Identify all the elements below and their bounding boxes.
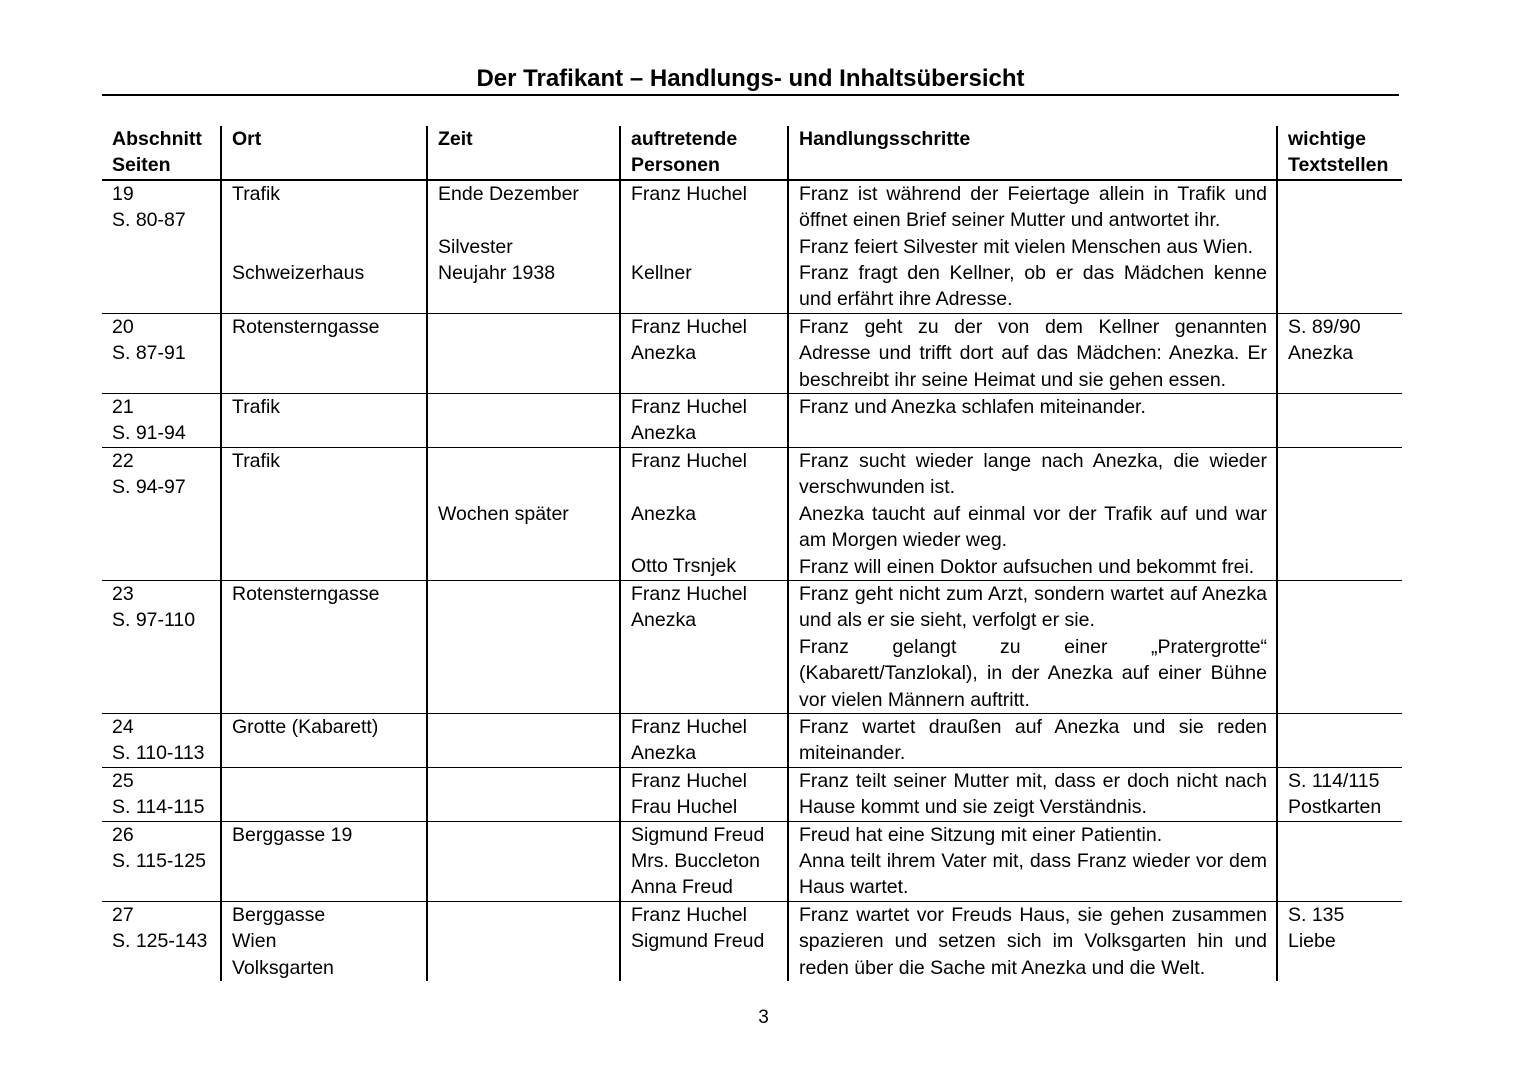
cell-textstellen: S. 135 Liebe	[1277, 901, 1402, 981]
cell-personen: Franz Huchel Anezka Otto Trsnjek	[620, 447, 788, 580]
header-zeit: Zeit	[427, 126, 620, 180]
cell-zeit	[427, 394, 620, 448]
cell-ort: Grotte (Kabarett)	[221, 713, 427, 767]
cell-personen: Franz Huchel Anezka	[620, 394, 788, 448]
header-personen: auftretende Personen	[620, 126, 788, 180]
table-row	[102, 180, 1402, 314]
cell-abschnitt: 26 S. 115-125	[112, 823, 206, 872]
cell-textstellen	[1277, 713, 1402, 767]
cell-ort: Trafik	[221, 394, 427, 448]
header-ort: Ort	[221, 126, 427, 180]
table-body	[102, 180, 1402, 981]
cell-zeit: Wochen später	[427, 447, 620, 580]
page-title: Der Trafikant – Handlungs- und Inhaltsübersicht	[102, 64, 1399, 96]
cell-ort: Rotensterngasse	[221, 580, 427, 713]
cell-textstellen	[1277, 180, 1402, 314]
cell-abschnitt: 25 S. 114-115	[112, 769, 205, 819]
cell-personen: Franz Huchel Anezka	[620, 313, 788, 393]
cell-zeit	[427, 313, 620, 393]
cell-personen: Franz Huchel Anezka	[620, 580, 788, 713]
cell-zeit: Ende Dezember Silvester Neujahr 1938	[427, 180, 620, 314]
cell-abschnitt: 24 S. 110-113	[112, 715, 205, 765]
cell-personen: Franz Huchel Frau Huchel	[620, 767, 788, 821]
cell-abschnitt: 22 S. 94-97	[112, 449, 186, 499]
page-number: 3	[758, 1007, 769, 1028]
cell-zeit	[427, 901, 620, 981]
cell-ort	[221, 767, 427, 821]
cell-ort: Berggasse Wien Volksgarten	[221, 901, 427, 981]
cell-ort: Rotensterngasse	[221, 313, 427, 393]
cell-handlung: Franz wartet draußen auf Anezka und sie reden miteinander.	[788, 713, 1277, 767]
cell-zeit	[427, 580, 620, 713]
cell-handlung: Franz geht nicht zum Arzt, sondern wartet auf Anezka und als er sie sieht, verfolgt er sie. Franz gelangt zu einer „Pratergrotte“ (Kabarett/Tanzlokal), in der Anezka auf einer Bühne vor vielen Männern auftritt.	[788, 580, 1277, 713]
cell-personen: Sigmund Freud Mrs. Buccleton Anna Freud	[620, 821, 788, 901]
cell-textstellen	[1277, 580, 1402, 713]
header-abschnitt: Abschnitt Seiten	[102, 126, 221, 180]
cell-handlung: Franz wartet vor Freuds Haus, sie gehen zusammen spazieren und setzen sich im Volksgarten hin und reden über die Sache mit Anezka und die Welt.	[788, 901, 1277, 981]
cell-handlung: Franz geht zu der von dem Kellner genannten Adresse und trifft dort auf das Mädchen: Anezka. Er beschreibt ihr seine Heimat und sie gehen essen.	[788, 313, 1277, 393]
header-textstellen: wichtige Textstellen	[1277, 126, 1402, 180]
cell-zeit	[427, 767, 620, 821]
cell-handlung: Franz teilt seiner Mutter mit, dass er doch nicht nach Hause kommt und sie zeigt Verständnis.	[788, 767, 1277, 821]
cell-abschnitt: 23 S. 97-110	[112, 582, 196, 632]
cell-abschnitt: 21 S. 91-94	[112, 396, 186, 445]
cell-abschnitt: 19 S. 80-87	[112, 182, 186, 232]
header-handlung: Handlungsschritte	[788, 126, 1277, 180]
table-row	[102, 713, 1402, 767]
table-row	[102, 313, 1402, 393]
table-row	[102, 901, 1402, 981]
cell-personen: Franz Huchel Kellner	[620, 180, 788, 314]
cell-zeit	[427, 713, 620, 767]
cell-personen: Franz Huchel Sigmund Freud	[620, 901, 788, 981]
table-header-row	[102, 126, 1402, 180]
cell-ort: Trafik	[221, 447, 427, 580]
cell-personen: Franz Huchel Anezka	[620, 713, 788, 767]
cell-ort: Berggasse 19	[221, 821, 427, 901]
cell-textstellen: S. 114/115 Postkarten	[1277, 767, 1402, 821]
cell-handlung: Franz ist während der Feiertage allein in Trafik und öffnet einen Brief seiner Mutter und antwortet ihr. Franz feiert Silvester mit vielen Menschen aus Wien. Franz fragt den Kellner, ob er das Mädchen kenne und erfährt ihre Adresse.	[788, 180, 1277, 314]
cell-abschnitt: 27 S. 125-143	[112, 903, 208, 953]
table-row	[102, 580, 1402, 713]
cell-abschnitt: 20 S. 87-91	[112, 315, 186, 365]
cell-textstellen	[1277, 821, 1402, 901]
overview-table	[102, 126, 1402, 981]
table-row	[102, 767, 1402, 821]
cell-textstellen: S. 89/90 Anezka	[1277, 313, 1402, 393]
cell-ort: Trafik Schweizerhaus	[221, 180, 427, 314]
cell-zeit	[427, 821, 620, 901]
table-row	[102, 394, 1402, 448]
cell-handlung: Freud hat eine Sitzung mit einer Patientin. Anna teilt ihrem Vater mit, dass Franz wieder vor dem Haus wartet.	[788, 821, 1277, 901]
table-row	[102, 821, 1402, 901]
cell-handlung: Franz sucht wieder lange nach Anezka, die wieder verschwunden ist. Anezka taucht auf einmal vor der Trafik auf und war am Morgen wieder weg. Franz will einen Doktor aufsuchen und bekommt frei.	[788, 447, 1277, 580]
cell-textstellen	[1277, 447, 1402, 580]
cell-handlung: Franz und Anezka schlafen miteinander.	[788, 394, 1277, 448]
cell-textstellen	[1277, 394, 1402, 448]
table-row	[102, 447, 1402, 580]
